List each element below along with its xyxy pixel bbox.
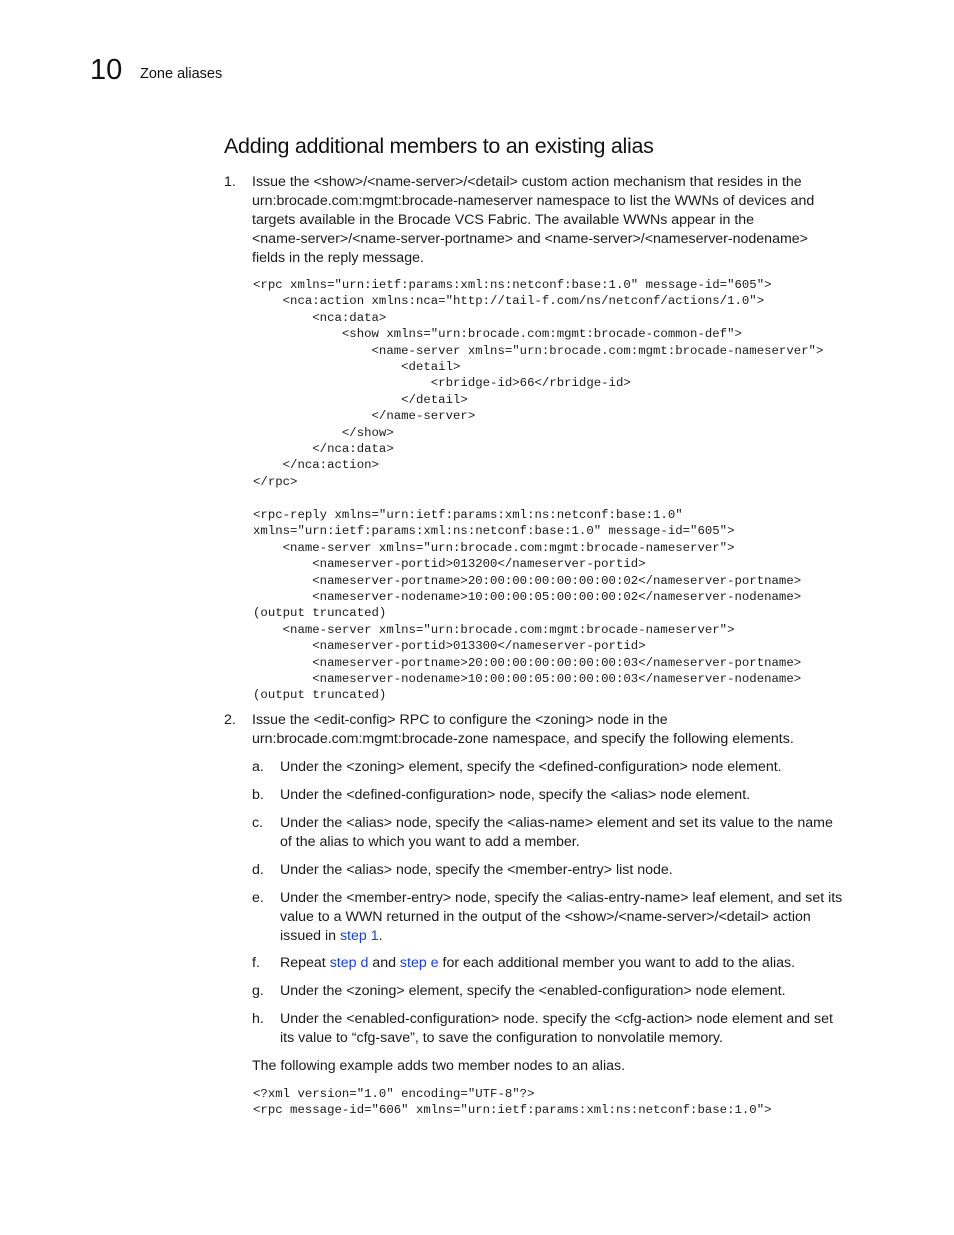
substep-e-text-pre: issued in <box>280 928 340 944</box>
code-block-reply: <rpc-reply xmlns="urn:ietf:params:xml:ns:netconf:base:1.0" xmlns="urn:ietf:params:xml:ns:netconf:base:1.0" message-id="605"> <name-server xmlns="urn:brocade.com:mgmt:brocade-nameserver"> <nameserver-portid>013200</nameserver-portid> <nameserver-portname>20:00:00:00:00:00:00:02</nameserver-portname> <nameserver-nodename>10:00:00:05:00:00:00:02</nameserver-nodename> (output truncated) <name-server xmlns="urn:brocade.com:mgmt:brocade-nameserver"> <nameserver-portid>013300</nameserver-portid> <nameserver-portname>20:00:00:00:00:00:00:03</nameserver-portname> <nameserver-nodename>10:00:00:05:00:00:00:03</nameserver-nodename> (output truncated) <box>253 508 802 703</box>
substep-e-text <box>280 889 870 946</box>
substep-c-text <box>280 814 870 852</box>
step-1-line: Issue the <show>/<name-server>/<detail> custom action mechanism that resides in the <box>252 174 802 190</box>
substep-c-letter: c. <box>252 815 264 831</box>
example-intro <box>252 1057 866 1076</box>
substep-g-letter: g. <box>252 983 264 999</box>
substep-f-letter: f. <box>252 955 260 971</box>
step-e-link[interactable]: step e <box>399 955 439 971</box>
substep-h-line: Under the <enabled-configuration> node. specify the <cfg-action> node element and set <box>280 1011 833 1027</box>
example-intro-line: The following example adds two member nodes to an alias. <box>252 1058 626 1074</box>
step-1-text <box>252 173 866 268</box>
substep-f-line <box>280 954 870 973</box>
chapter-title: Zone aliases <box>140 66 223 82</box>
substep-c-line: Under the <alias> node, specify the <alias-name> element and set its value to the name <box>280 815 833 831</box>
step-2-number: 2. <box>224 712 236 728</box>
step-1-link[interactable]: step 1 <box>339 928 379 944</box>
substep-e-line: value to a WWN returned in the output of the <show>/<name-server>/<detail> action <box>280 909 811 925</box>
substep-d-text <box>280 861 870 880</box>
substep-a-line: Under the <zoning> element, specify the <defined-configuration> node element. <box>280 759 782 775</box>
substep-e-letter: e. <box>252 890 264 906</box>
substep-c-line: of the alias to which you want to add a member. <box>280 834 580 850</box>
code-block-example: <?xml version="1.0" encoding="UTF-8"?> <rpc message-id="606" xmlns="urn:ietf:params:xml:ns:netconf:base:1.0"> <box>253 1087 772 1118</box>
substep-h-line: its value to “cfg-save”, to save the configuration to nonvolatile memory. <box>280 1030 723 1046</box>
substep-f-mid: and <box>368 955 400 971</box>
substep-b-line: Under the <defined-configuration> node, specify the <alias> node element. <box>280 787 751 803</box>
substep-a-text <box>280 758 870 777</box>
step-1-line: <name-server>/<name-server-portname> and <name-server>/<nameserver-nodename> <box>252 231 808 247</box>
substep-a-letter: a. <box>252 759 264 775</box>
step-1-line: urn:brocade.com:mgmt:brocade-nameserver namespace to list the WWNs of devices and <box>252 193 815 209</box>
chapter-number: 10 <box>90 54 123 86</box>
section-heading: Adding additional members to an existing alias <box>224 134 654 158</box>
substep-b-text <box>280 786 870 805</box>
step-d-link[interactable]: step d <box>329 955 369 971</box>
substep-h-text <box>280 1010 870 1048</box>
substep-d-line: Under the <alias> node, specify the <member-entry> list node. <box>280 862 673 878</box>
substep-b-letter: b. <box>252 787 264 803</box>
substep-e-line <box>280 927 870 946</box>
substep-f-post: for each additional member you want to add to the alias. <box>438 955 796 971</box>
step-2-line: urn:brocade.com:mgmt:brocade-zone namespace, and specify the following elements. <box>252 731 794 747</box>
code-block-request: <rpc xmlns="urn:ietf:params:xml:ns:netconf:base:1.0" message-id="605"> <nca:action xmlns:nca="http://tail-f.com/ns/netconf/actions/1.0"> <nca:data> <show xmlns="urn:brocade.com:mgmt:brocade-common-def"> <name-server xmlns="urn:brocade.com:mgmt:brocade-nameserver"> <detail> <rbridge-id>66</rbridge-id> </detail> </name-server> </show> </nca:data> </nca:action> </rpc> <box>253 278 824 489</box>
step-1-number: 1. <box>224 174 236 190</box>
substep-d-letter: d. <box>252 862 264 878</box>
step-2-text <box>252 711 866 749</box>
substep-h-letter: h. <box>252 1011 264 1027</box>
substep-e-line: Under the <member-entry> node, specify the <alias-entry-name> leaf element, and set its <box>280 890 843 906</box>
substep-f-pre: Repeat <box>280 955 330 971</box>
step-1-line: fields in the reply message. <box>252 250 424 266</box>
step-2-line: Issue the <edit-config> RPC to configure the <zoning> node in the <box>252 712 668 728</box>
substep-e-text-post: . <box>378 928 383 944</box>
substep-f-text <box>280 954 870 973</box>
step-1-line: targets available in the Brocade VCS Fabric. The available WWNs appear in the <box>252 212 755 228</box>
substep-g-line: Under the <zoning> element, specify the <enabled-configuration> node element. <box>280 983 786 999</box>
substep-g-text <box>280 982 870 1001</box>
